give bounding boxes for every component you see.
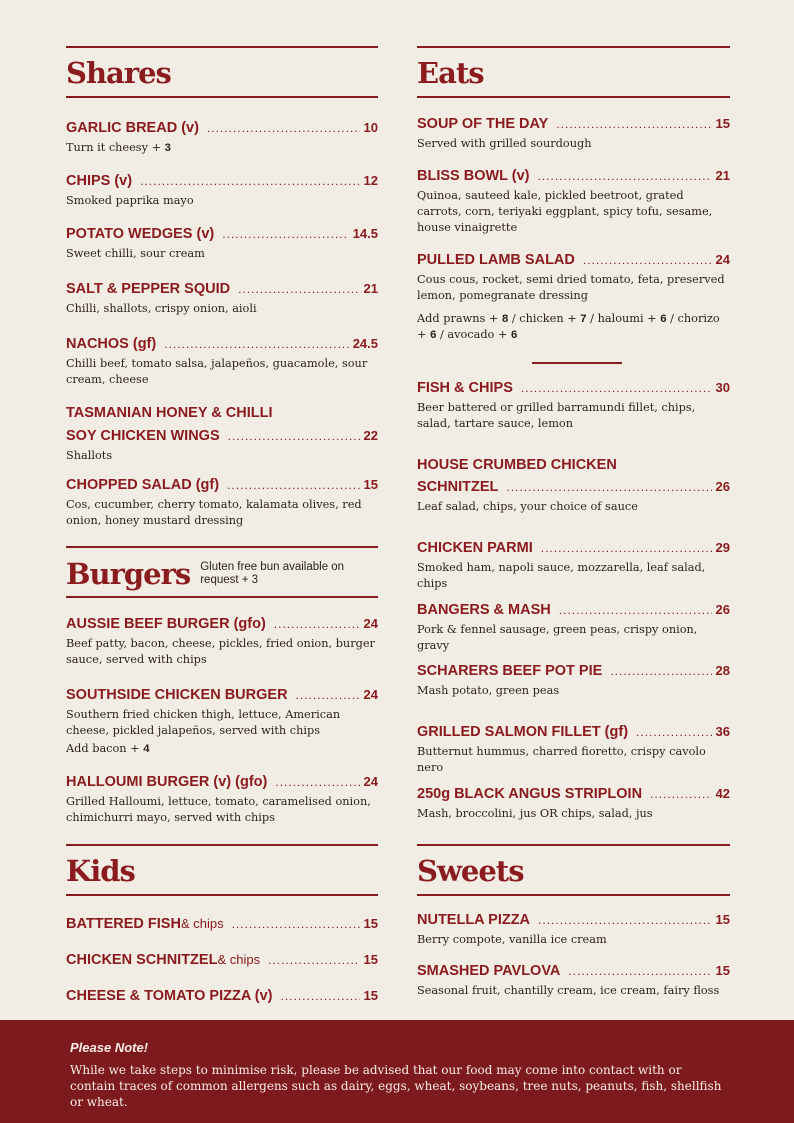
item-price: 24 — [715, 252, 730, 267]
item-price: 24 — [363, 774, 378, 789]
section-rule — [66, 46, 378, 48]
addon-label: / haloumi + — [586, 312, 661, 325]
item-description: Cous cous, rocket, semi dried tomato, feta, preserved lemon, pomegranate dressing — [417, 273, 725, 302]
section-rule — [417, 894, 730, 896]
item-price: 15 — [363, 916, 378, 931]
item-name: CHICKEN PARMI — [417, 540, 533, 556]
item-price: 15 — [363, 988, 378, 1003]
item-name: GRILLED SALMON FILLET (gf) — [417, 724, 629, 740]
menu-item — [66, 224, 378, 262]
item-price: 15 — [715, 116, 730, 131]
item-suffix: & chips — [217, 952, 261, 967]
item-name: CHOPPED SALAD (gf) — [66, 477, 220, 493]
item-name: 250g BLACK ANGUS STRIPLOIN — [417, 786, 643, 802]
addon-price: 7 — [580, 313, 587, 325]
addon-price: 6 — [430, 329, 437, 341]
leader-dots — [583, 250, 712, 270]
section-rule — [417, 844, 730, 846]
burgers-section — [66, 546, 378, 598]
item-name: FISH & CHIPS — [417, 380, 513, 396]
menu-item — [66, 772, 378, 826]
item-suffix: & chips — [180, 916, 224, 931]
addon-price: 6 — [660, 313, 667, 325]
item-price: 30 — [715, 380, 730, 395]
leader-dots — [268, 950, 359, 970]
section-rule — [66, 844, 378, 846]
item-name: NACHOS (gf) — [66, 336, 157, 352]
short-divider — [532, 362, 622, 364]
section-rule — [66, 596, 378, 598]
menu-item — [417, 538, 730, 592]
item-description: Turn it cheesy + — [66, 141, 165, 154]
leader-dots — [650, 784, 711, 804]
leader-dots — [275, 772, 359, 792]
leader-dots — [506, 477, 711, 497]
leader-dots — [232, 914, 360, 934]
item-description: Grilled Halloumi, lettuce, tomato, caramelised onion, chimichurri mayo, served with chips — [66, 795, 371, 824]
footer-title: Please Note! — [70, 1040, 149, 1055]
item-name: SOUTHSIDE CHICKEN BURGER — [66, 687, 288, 703]
item-price: 12 — [363, 173, 378, 188]
section-rule — [66, 894, 378, 896]
leader-dots — [228, 426, 360, 446]
item-name: SCHNITZEL — [417, 479, 499, 495]
item-price: 15 — [363, 477, 378, 492]
menu-item — [66, 334, 378, 388]
item-price: 24.5 — [352, 336, 378, 351]
item-description-price: 3 — [164, 142, 171, 154]
item-description: Cos, cucumber, cherry tomato, kalamata olives, red onion, honey mustard dressing — [66, 498, 362, 527]
item-description: Butternut hummus, charred fioretto, crispy cavolo nero — [417, 745, 706, 774]
item-description: Southern fried chicken thigh, lettuce, American cheese, pickled jalapeños, served with chips — [66, 708, 341, 737]
item-description: Berry compote, vanilla ice cream — [417, 933, 607, 946]
leader-dots — [222, 224, 348, 244]
addon-label: Add prawns + — [417, 312, 502, 325]
leader-dots — [164, 334, 348, 354]
leader-dots — [538, 166, 712, 186]
leader-dots — [568, 961, 711, 981]
item-extra: Add bacon + — [66, 742, 144, 755]
menu-item — [417, 722, 730, 776]
item-description: Quinoa, sauteed kale, pickled beetroot, grated carrots, corn, teriyaki eggplant, spicy tofu, sesame, house vinaigrette — [417, 189, 713, 234]
addon-label: / chorizo + — [417, 312, 720, 341]
shares-section — [66, 46, 378, 98]
menu-item — [417, 250, 730, 343]
item-name: CHICKEN SCHNITZEL — [66, 952, 218, 968]
item-name: SALT & PEPPER SQUID — [66, 281, 231, 297]
addon-price: 8 — [501, 313, 509, 325]
menu-item — [417, 114, 730, 152]
leader-dots — [636, 722, 712, 742]
item-description: Mash potato, green peas — [417, 684, 560, 697]
leader-dots — [281, 986, 360, 1006]
item-description: Smoked ham, napoli sauce, mozzarella, leaf salad, chips — [417, 561, 706, 590]
leader-dots — [296, 685, 360, 705]
item-description: Sweet chilli, sour cream — [66, 247, 205, 260]
section-title: Sweets — [417, 854, 524, 888]
item-price: 21 — [363, 281, 378, 296]
leader-dots — [538, 910, 711, 930]
item-extra-price: 4 — [143, 743, 150, 755]
menu-item — [66, 171, 378, 209]
item-description: Chilli, shallots, crispy onion, aioli — [66, 302, 257, 315]
menu-item — [417, 455, 730, 515]
item-price: 10 — [363, 120, 378, 135]
menu-item — [66, 614, 378, 668]
menu-item — [66, 118, 378, 156]
menu-item — [66, 685, 378, 757]
item-price: 24 — [363, 687, 378, 702]
leader-dots — [541, 538, 712, 558]
menu-item — [66, 403, 378, 464]
item-name: SMASHED PAVLOVA — [417, 963, 561, 979]
item-description: Served with grilled sourdough — [417, 137, 592, 150]
item-price: 26 — [715, 479, 730, 494]
item-name: CHEESE & TOMATO PIZZA (v) — [66, 988, 273, 1004]
item-price: 21 — [715, 168, 730, 183]
leader-dots — [238, 279, 359, 299]
menu-item — [66, 914, 378, 934]
footer-text: While we take steps to minimise risk, please be advised that our food may come into contact with or contain traces of common allergens such as dairy, eggs, wheat, soybeans, tree nuts, peanuts, fish, shellfish or wheat. — [70, 1063, 722, 1109]
item-description: Shallots — [66, 449, 113, 462]
item-name: SCHARERS BEEF POT PIE — [417, 663, 603, 679]
item-price: 24 — [363, 616, 378, 631]
item-name-line1: TASMANIAN HONEY & CHILLI — [66, 405, 273, 421]
item-price: 15 — [715, 912, 730, 927]
leader-dots — [227, 475, 359, 495]
section-title: Eats — [417, 56, 484, 90]
leader-dots — [521, 378, 712, 398]
leader-dots — [274, 614, 360, 634]
menu-item — [417, 600, 730, 654]
menu-item — [417, 961, 730, 999]
menu-item — [66, 986, 378, 1006]
menu-item — [66, 950, 378, 970]
item-name: NUTELLA PIZZA — [417, 912, 531, 928]
burgers-note: Gluten free bun available on request + 3 — [200, 561, 345, 586]
item-name: BATTERED FISH — [66, 916, 181, 932]
item-price: 36 — [715, 724, 730, 739]
item-name: BANGERS & MASH — [417, 602, 551, 618]
item-price: 15 — [363, 952, 378, 967]
item-price: 28 — [715, 663, 730, 678]
item-description: Chilli beef, tomato salsa, jalapeños, guacamole, sour cream, cheese — [66, 357, 368, 386]
section-rule — [417, 46, 730, 48]
item-price: 15 — [715, 963, 730, 978]
item-name: CHIPS (v) — [66, 173, 133, 189]
item-description: Smoked paprika mayo — [66, 194, 194, 207]
item-name: SOY CHICKEN WINGS — [66, 428, 220, 444]
allergen-footer — [0, 1020, 794, 1123]
item-description: Pork & fennel sausage, green peas, crispy onion, gravy — [417, 623, 698, 652]
leader-dots — [207, 118, 360, 138]
addon-label: / chicken + — [508, 312, 581, 325]
leader-dots — [556, 114, 711, 134]
leader-dots — [559, 600, 712, 620]
item-name: SOUP OF THE DAY — [417, 116, 549, 132]
item-description: Leaf salad, chips, your choice of sauce — [417, 500, 638, 513]
item-name: BLISS BOWL (v) — [417, 168, 530, 184]
item-price: 26 — [715, 602, 730, 617]
menu-item — [66, 279, 378, 317]
menu-item — [417, 661, 730, 699]
menu-item — [417, 378, 730, 432]
addon-price: 6 — [511, 329, 518, 341]
item-name: PULLED LAMB SALAD — [417, 252, 575, 268]
item-price: 22 — [363, 428, 378, 443]
section-title: Burgers — [66, 557, 191, 591]
kids-section — [66, 844, 378, 896]
item-name: AUSSIE BEEF BURGER (gfo) — [66, 616, 266, 632]
section-rule — [66, 96, 378, 98]
menu-item — [417, 910, 730, 948]
item-name: POTATO WEDGES (v) — [66, 226, 215, 242]
item-description: Beef patty, bacon, cheese, pickles, fried onion, burger sauce, served with chips — [66, 637, 375, 666]
item-description: Beer battered or grilled barramundi fillet, chips, salad, tartare sauce, lemon — [417, 401, 696, 430]
item-name-line1: HOUSE CRUMBED CHICKEN — [417, 457, 617, 473]
eats-section — [417, 46, 730, 98]
menu-item — [66, 475, 378, 529]
section-rule — [66, 546, 378, 548]
addons-line — [417, 311, 730, 343]
item-price: 42 — [715, 786, 730, 801]
menu-item — [417, 166, 730, 236]
leader-dots — [610, 661, 711, 681]
item-description: Mash, broccolini, jus OR chips, salad, jus — [417, 807, 653, 820]
leader-dots — [140, 171, 359, 191]
section-title: Kids — [66, 854, 135, 888]
item-price: 29 — [715, 540, 730, 555]
section-rule — [417, 96, 730, 98]
item-description: Seasonal fruit, chantilly cream, ice cream, fairy floss — [417, 984, 720, 997]
menu-item — [417, 784, 730, 822]
sweets-section — [417, 844, 730, 896]
item-name: HALLOUMI BURGER (v) (gfo) — [66, 774, 268, 790]
item-price: 14.5 — [352, 226, 378, 241]
section-title: Shares — [66, 56, 171, 90]
item-name: GARLIC BREAD (v) — [66, 120, 199, 136]
addon-label: / avocado + — [436, 328, 512, 341]
